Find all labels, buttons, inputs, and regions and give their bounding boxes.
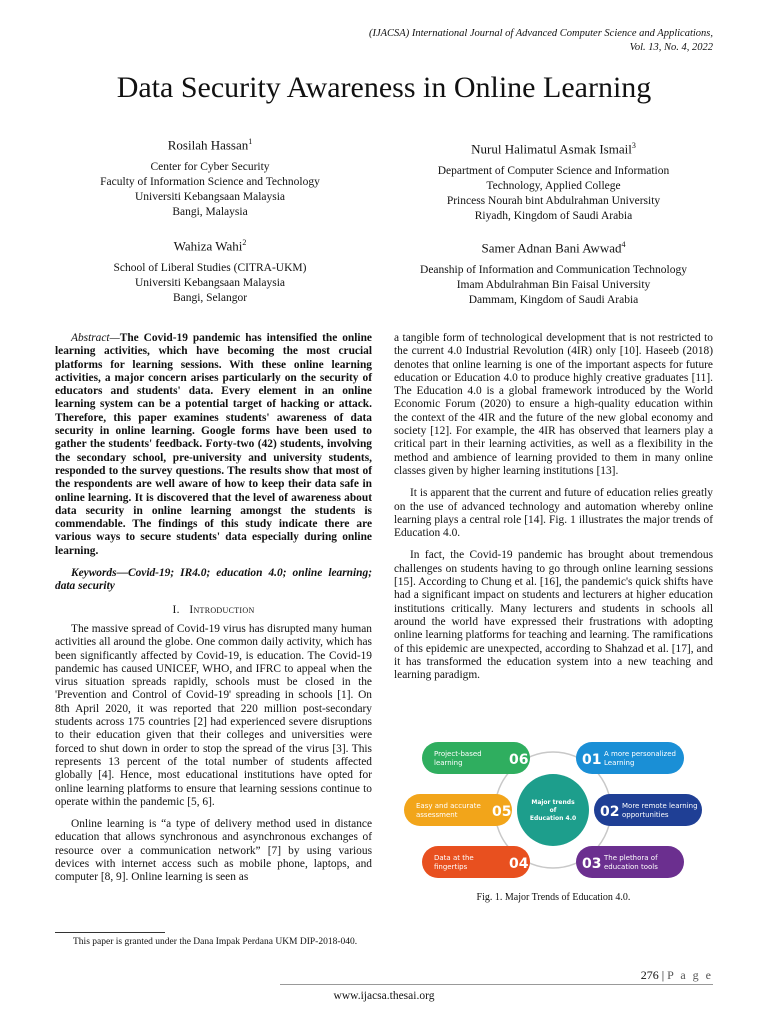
figure-major-trends xyxy=(398,738,708,883)
figure-caption: Fig. 1. Major Trends of Education 4.0. xyxy=(476,892,631,903)
author-name: Samer Adnan Bani Awwad$^4$ xyxy=(481,240,626,256)
author-affiliation: Imam Abdulrahman Bin Faisal University xyxy=(456,279,651,292)
pill-02-num: 02 xyxy=(600,804,620,820)
keywords-lead: Keywords— xyxy=(71,567,128,580)
page-number: 276 | P a g e xyxy=(640,968,713,982)
footer-rule xyxy=(280,984,713,985)
pill-04-num: 04 xyxy=(509,856,529,872)
pill-04-line1: Data at the xyxy=(434,854,474,862)
pill-03-num: 03 xyxy=(582,856,602,872)
keywords xyxy=(55,567,372,594)
abstract-text: The Covid-19 pandemic has intensified the online learning activities, which have becoming the most crucial platforms for learning sessions. With these online learning activities, a major concern arises particularly on the security of educators and students' data. Every element in an online learning system can be a potential target of hacking or attack. Therefore, this paper examines students' awareness of data security in online learning. Google forms have been used to gather the students' feedback. Forty-two (42) students, involving the secondary school, pre-university and university students, responded to the survey questions. The results show that most of the respondents are well aware of how to keep their data safe in online learning. It is discovered that the level of awareness about data security in online learning amongst the students is commendable. The findings of this study indicate there are various ways to secure students' data especially during online learning. xyxy=(55,332,372,557)
author-affiliation: Center for Cyber Security xyxy=(150,161,270,174)
pill-01-line2: Learning xyxy=(604,759,635,767)
footnote-rule xyxy=(55,932,165,933)
right-column xyxy=(394,332,713,691)
author-name: Rosilah Hassan$^1$ xyxy=(167,137,253,153)
pill-01-num: 01 xyxy=(582,752,602,768)
author-affiliation: Bangi, Selangor xyxy=(172,292,248,305)
author-block-2 xyxy=(55,234,365,306)
pill-06-num: 06 xyxy=(509,752,529,768)
center-label-3: Education 4.0 xyxy=(529,815,577,822)
trend-item-05 xyxy=(404,794,512,826)
pill-03-line2: education tools xyxy=(604,863,658,871)
paragraph: In fact, the Covid-19 pandemic has brought about tremendous challenges on students having to go through online learning sessions [15]. According to Chung et al. [16], the pandemic's quick shifts have had a significant impact on students and lecturers at higher education institutions critically. Many lecturers and students in schools all around the world have expressed their frustrations with adopting online learning platforms for teaching and learning. The ramifications of this epidemic are unexpected, according to Shahzad et al. [17], and it has transformed the education system into a new teaching and learning paradigm. xyxy=(394,549,713,682)
journal-volume: Vol. 13, No. 4, 2022 xyxy=(629,42,713,53)
pill-05-line2: assessment xyxy=(416,811,458,819)
author-block-4 xyxy=(394,236,713,308)
author-affiliation: Universiti Kebangsaan Malaysia xyxy=(134,277,286,290)
center-label-1: Major trends xyxy=(531,799,575,806)
paragraph: a tangible form of technological development that is not restricted to the current 4.0 Industrial Revolution (4IR) only [10]. Haseeb (2018) denotes that online learning is one of the important aspects for future education or Education 4.0 to produce highly creative graduates [11]. The Education 4.0 is a global framework introduced by the World Economic Forum (2020) to ensure a high-quality education within the context of the 4IR and the future of the new global economy and society [12]. For example, the 4IR has observed that learners play a critical part in their learning activities, as well as a flexibility in the method and ambience of learning provided to them in many online classes given by higher learning institutions [13]. xyxy=(394,332,713,477)
keywords-text: Covid-19; IR4.0; education 4.0; online learning; data security xyxy=(55,567,372,593)
trend-item-06 xyxy=(422,742,530,774)
author-name: Wahiza Wahi$^2$ xyxy=(173,238,247,254)
abstract xyxy=(55,332,372,558)
author-affiliation: Faculty of Information Science and Technology xyxy=(100,176,320,189)
author-affiliation: Universiti Kebangsaan Malaysia xyxy=(134,191,286,204)
center-label-2: of xyxy=(549,807,557,814)
section-heading: I. Introduction xyxy=(172,603,255,616)
pill-03-line1: The plethora of xyxy=(604,854,658,862)
footer-url[interactable]: www.ijacsa.thesai.org xyxy=(333,990,435,1002)
author-affiliation: Riyadh, Kingdom of Saudi Arabia xyxy=(474,210,633,223)
author-affiliation: Deanship of Information and Communication Technology xyxy=(420,264,687,277)
paper-title: Data Security Awareness in Online Learning xyxy=(116,71,652,104)
pill-06-line2: learning xyxy=(434,759,463,767)
paragraph: Online learning is “a type of delivery method used in distance education that allows synchronous and asynchronous exchanges of resource over a communication network” [7] by using various devices with internet access such as mobile phone, laptops, and computer [8, 9]. Online learning is seen as xyxy=(55,818,372,884)
trend-item-01 xyxy=(576,742,684,774)
author-affiliation: Dammam, Kingdom of Saudi Arabia xyxy=(468,294,639,307)
footnote: This paper is granted under the Dana Impak Perdana UKM DIP-2018-040. xyxy=(73,937,358,947)
pill-06-line1: Project-based xyxy=(434,750,482,758)
author-block-3 xyxy=(394,137,713,224)
journal-name: (IJACSA) International Journal of Advanced Computer Science and Applications, xyxy=(368,28,713,39)
pill-02-line1: More remote learning xyxy=(622,802,698,810)
pill-05-line1: Easy and accurate xyxy=(416,802,481,810)
trend-item-03 xyxy=(576,846,684,878)
pill-04-line2: fingertips xyxy=(434,863,468,871)
author-affiliation: Department of Computer Science and Information xyxy=(437,165,670,178)
pill-01-line1: A more personalized xyxy=(604,750,676,758)
author-affiliation: School of Liberal Studies (CITRA-UKM) xyxy=(113,262,307,275)
left-column xyxy=(55,332,372,894)
trends-diagram xyxy=(398,738,708,883)
paragraph: The massive spread of Covid-19 virus has disrupted many human activities all around the globe. One common daily activity, which has been significantly affected by Covid-19, is education. The Covid-19 pandemic has caused UNICEF, WHO, and IFRC to appeal when the virus situation spreads rapidly, schools must be closed in the 'Prevention and Control of Covid-19' spreading in schools [1]. On 8th April 2020, it was reported that 220 million post-secondary students across 175 countries [2] had experienced severe disruptions to their education given that their colleges and universities were forced to shut down in order to stop the spread of the virus [3]. This represents 13 percent of the total number of students affected globally [4]. Hence, most educational institutions have opted for online learning platforms to ensure that learning sessions continue to operate within the pandemic [5, 6]. xyxy=(55,622,372,808)
author-affiliation: Princess Nourah bint Abdulrahman University xyxy=(446,195,661,208)
paragraph: It is apparent that the current and future of education relies greatly on the use of advanced technology and automation whereby online learning plays a central role [14]. Fig. 1 illustrates the major trends of Education 4.0. xyxy=(394,487,713,540)
trend-item-02 xyxy=(594,794,702,826)
pill-02-line2: opportunities xyxy=(622,811,669,819)
abstract-lead: Abstract— xyxy=(71,332,120,344)
author-affiliation: Bangi, Malaysia xyxy=(172,206,248,219)
pill-05-num: 05 xyxy=(492,804,512,820)
author-block-1 xyxy=(55,133,365,220)
author-name: Nurul Halimatul Asmak Ismail$^3$ xyxy=(471,141,636,157)
journal-header xyxy=(193,27,713,55)
trend-item-04 xyxy=(422,846,530,878)
author-affiliation: Technology, Applied College xyxy=(486,180,621,193)
